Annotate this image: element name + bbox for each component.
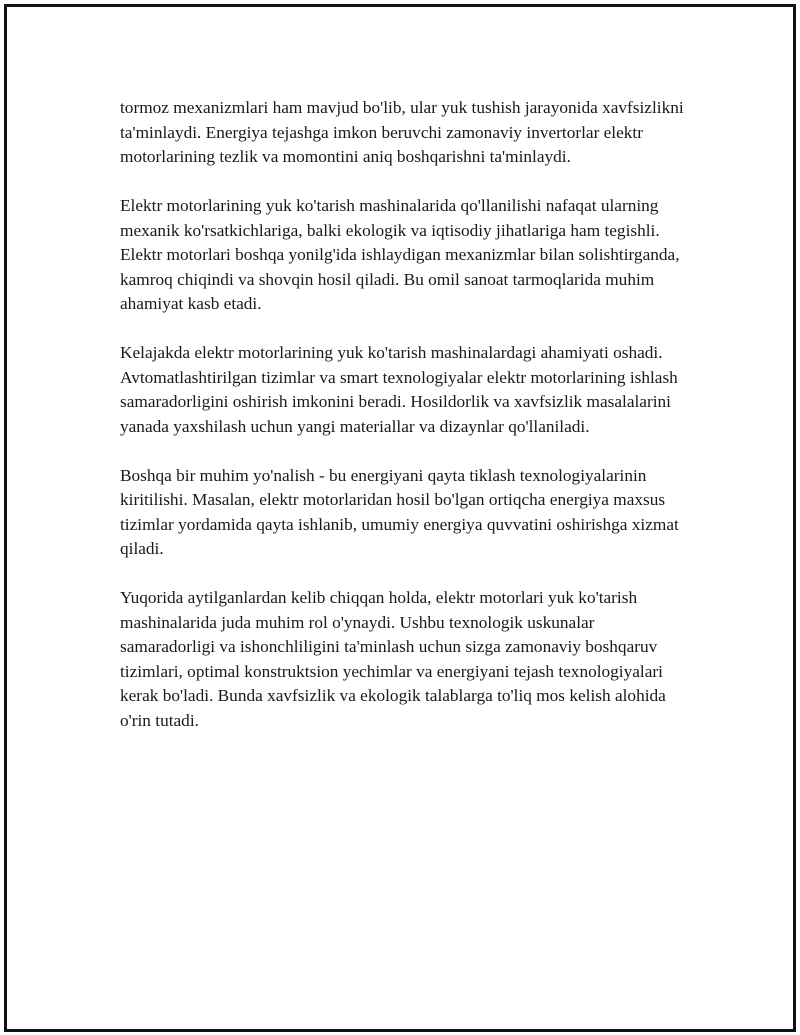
paragraph-4: Boshqa bir muhim yo'nalish - bu energiyani qayta tiklash texnologiyalarinin kiritilishi. Masalan, elektr motorlaridan hosil bo'lgan ortiqcha energiya maxsus tizimlar yordamida qayta ishlanib, umumiy energiya quvvatini oshirishga xizmat qiladi. <box>120 465 679 558</box>
document-body <box>120 96 690 758</box>
paragraph-2: Elektr motorlarining yuk ko'tarish mashinalarida qo'llanilishi nafaqat ularning mexanik ko'rsatkichlariga, balki ekologik va iqtisodiy jihatlariga ham tegishli. Elektr motorlari boshqa yonilg'ida ishlaydigan mexanizmlar bilan solishtirganda, kamroq chiqindi va shovqin hosil qiladi. Bu omil sanoat tarmoqlarida muhim ahamiyat kasb etadi. <box>120 196 680 313</box>
paragraph-1: tormoz mexanizmlari ham mavjud bo'lib, ular yuk tushish jarayonida xavfsizlikni ta'minlaydi. Energiya tejashga imkon beruvchi zamonaviy invertorlar elektr motorlarining tezlik va momontini aniq boshqarishni ta'minlaydi. <box>120 98 684 166</box>
paragraph-5: Yuqorida aytilganlardan kelib chiqqan holda, elektr motorlari yuk ko'tarish mashinalarida juda muhim rol o'ynaydi. Ushbu texnologik uskunalar samaradorligi va ishonchliligini ta'minlash uchun sizga zamonaviy boshqaruv tizimlari, optimal konstruktsion yechimlar va energiyani tejash texnologiyalari kerak bo'ladi. Bunda xavfsizlik va ekologik talablarga to'liq mos kelish alohida o'rin tutadi. <box>120 588 666 730</box>
document-page <box>4 4 796 1032</box>
paragraph-3: Kelajakda elektr motorlarining yuk ko'tarish mashinalardagi ahamiyati oshadi. Avtomatlashtirilgan tizimlar va smart texnologiyalar elektr motorlarining ishlash samaradorligini oshirish imkonini beradi. Hosildorlik va xavfsizlik masalalarini yanada yaxshilash uchun yangi materiallar va dizaynlar qo'llaniladi. <box>120 343 678 436</box>
